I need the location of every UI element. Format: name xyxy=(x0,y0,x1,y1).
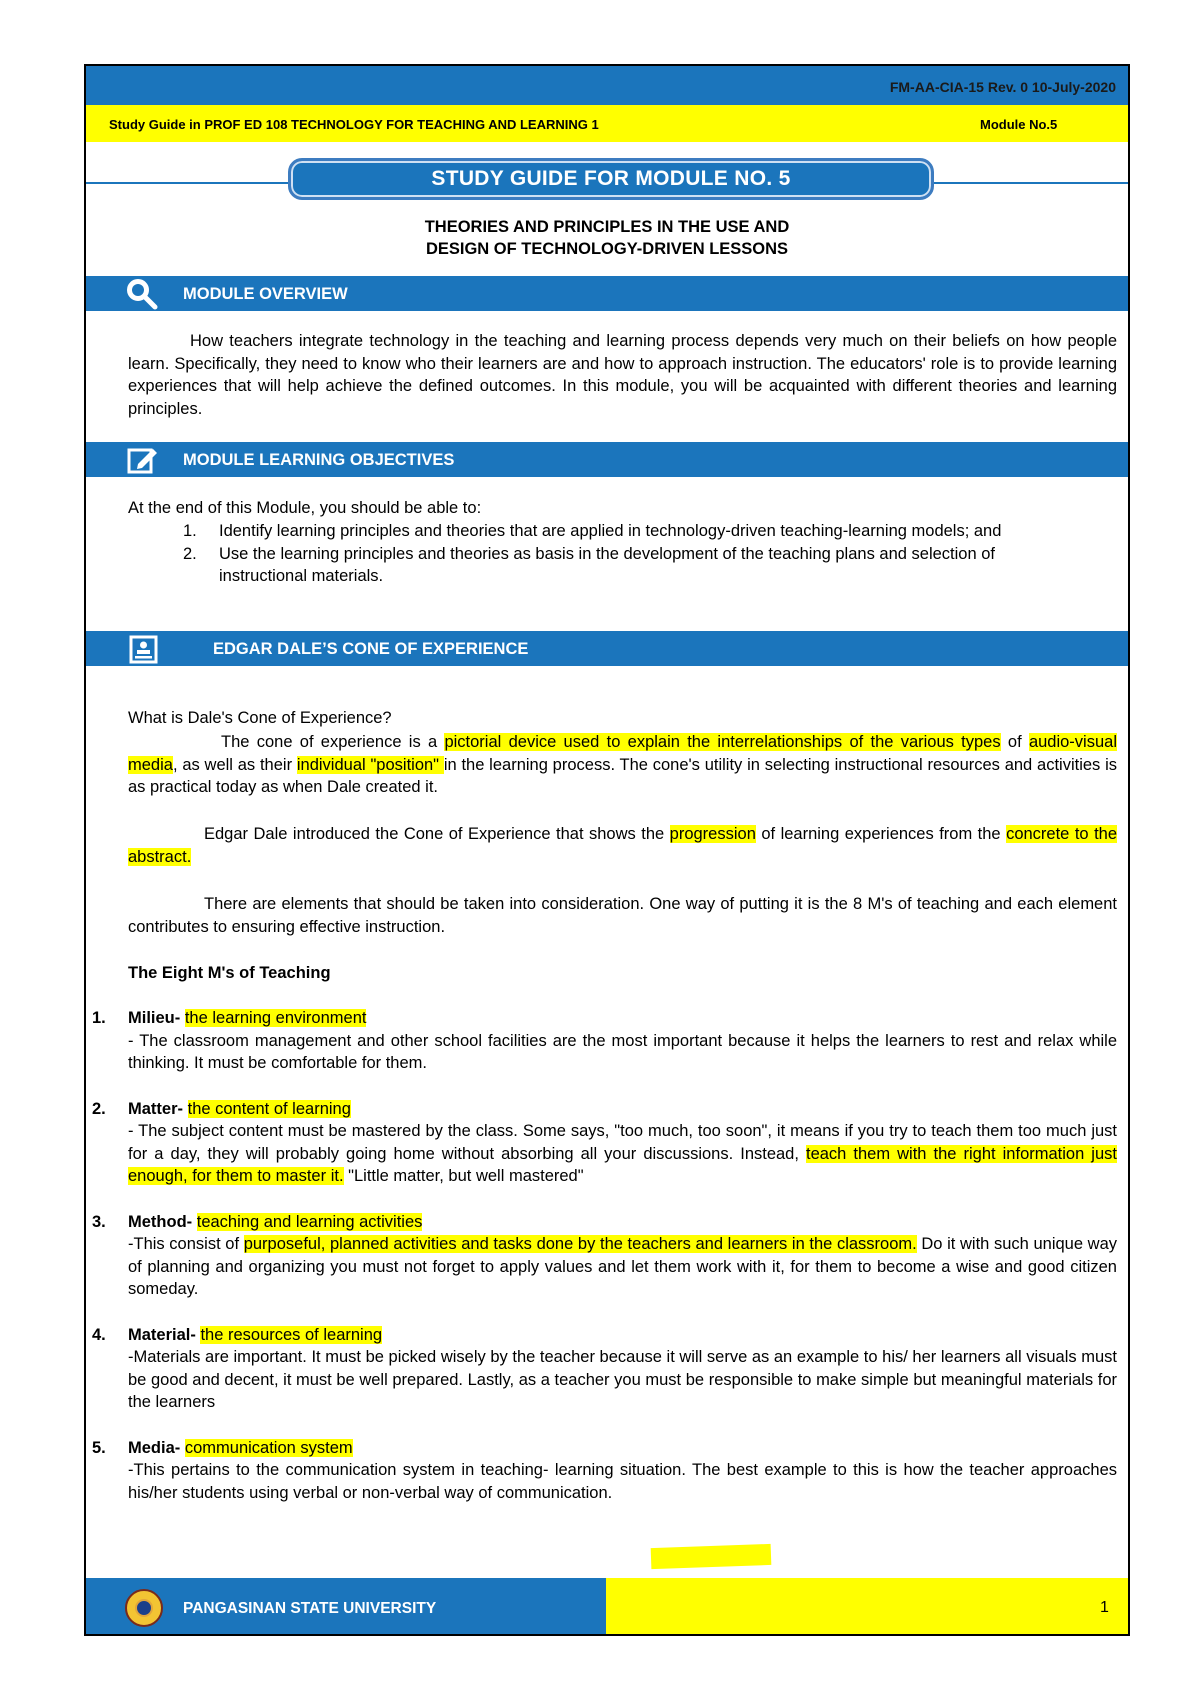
m-term: Matter- xyxy=(128,1099,184,1118)
cone-question: What is Dale's Cone of Experience? xyxy=(128,709,392,727)
m-definition: the learning environment xyxy=(184,1009,367,1027)
list-item xyxy=(92,1211,1117,1301)
list-number: 2. xyxy=(92,1099,106,1118)
section-title-cone: EDGAR DALE’S CONE OF EXPERIENCE xyxy=(213,640,529,658)
magnifier-icon xyxy=(123,275,159,311)
list-number: 2. xyxy=(183,544,197,563)
edit-icon xyxy=(124,442,160,478)
text-span: , as well as their xyxy=(172,755,297,774)
m-description: -Materials are important. It must be picked wisely by the teacher because it will serve as an example to his/ her learners all visuals must be good and decent, it must be well prepared. Lastly, as a teacher you must be responsible to make simple but meaningful materials for the learners xyxy=(128,1348,1117,1411)
document-icon xyxy=(126,631,162,667)
m-description-highlight: teach them with the right information just enough, for them to master it. xyxy=(128,1144,1117,1185)
m-description-tail: "Little matter, but well mastered" xyxy=(343,1167,584,1185)
section-title-overview: MODULE OVERVIEW xyxy=(183,285,348,303)
cone-paragraph-3: There are elements that should be taken into consideration. One way of putting it is the 8 M's of teaching and each element contributes to ensuring effective instruction. xyxy=(128,895,1117,936)
page-subtitle xyxy=(86,216,1128,260)
highlight: concrete to the abstract. xyxy=(128,825,1118,866)
m-definition: teaching and learning activities xyxy=(196,1212,423,1231)
list-item xyxy=(92,1098,1117,1188)
list-item xyxy=(92,1437,1117,1505)
eight-ms-title: The Eight M's of Teaching xyxy=(128,964,331,982)
subtitle-line-2: DESIGN OF TECHNOLOGY-DRIVEN LESSONS xyxy=(425,240,789,258)
m-description-tail: Do it with such unique way of planning and organizing you must not forget to apply values and let them work with it, for them to become a wise and good citizen someday. xyxy=(128,1235,1117,1298)
list-number: 4. xyxy=(92,1325,106,1344)
overview-text: How teachers integrate technology in the teaching and learning process depends very much on their beliefs on how people learn. Specifically, they need to know who their learners are and how to approach instruction. The educators' role is to provide learning experiences that will help achieve the defined outcomes. In this module, you will be acquainted with different theories and learning principles. xyxy=(128,332,1117,418)
form-code: FM-AA-CIA-15 Rev. 0 10-July-2020 xyxy=(889,79,1116,95)
section-title-objectives: MODULE LEARNING OBJECTIVES xyxy=(183,451,455,469)
m-description: -This consist of xyxy=(128,1235,244,1253)
m-description: -This pertains to the communication system in teaching- learning situation. The best example to this is how the teacher approaches his/her students using verbal or non-verbal way of communication. xyxy=(128,1461,1117,1502)
m-description-highlight: purposeful, planned activities and tasks done by the teachers and learners in the classroom. xyxy=(243,1235,917,1253)
footer-university: PANGASINAN STATE UNIVERSITY xyxy=(183,1600,437,1617)
page-number: 1 xyxy=(1100,1599,1109,1616)
m-term: Material- xyxy=(128,1325,196,1344)
list-item xyxy=(183,543,1073,588)
m-term: Media- xyxy=(128,1438,181,1457)
objectives-intro: At the end of this Module, you should be able to: xyxy=(128,499,482,517)
highlight: pictorial device used to explain the interrelationships of the various types xyxy=(444,733,1001,751)
page-title: STUDY GUIDE FOR MODULE NO. 5 xyxy=(288,158,934,200)
eight-ms-list xyxy=(92,1007,1117,1504)
university-seal-icon xyxy=(125,1589,163,1627)
m-term: Milieu- xyxy=(128,1009,181,1027)
list-number: 1. xyxy=(183,522,197,540)
footer-bar-yellow xyxy=(606,1578,1128,1634)
text-span: Edgar Dale introduced the Cone of Experience that shows the xyxy=(204,825,670,843)
list-item xyxy=(183,520,1073,543)
subtitle-line-1: THEORIES AND PRINCIPLES IN THE USE AND xyxy=(424,218,790,236)
text-span: in the learning process. The cone's utility in selecting instructional resources and activities is as practical today as when Dale created it. xyxy=(128,755,1117,796)
text-span: of learning experiences from the xyxy=(755,825,1007,843)
highlight: audio-visual media xyxy=(128,733,1117,774)
module-number: Module No.5 xyxy=(980,117,1058,132)
m-definition: the content of learning xyxy=(187,1099,351,1118)
m-description: - The subject content must be mastered by the class. Some says, "too much, too soon", it means if you try to teach them too much just for a day, they will probably going home without absorbing all your discussions. Instead, xyxy=(128,1122,1117,1163)
objectives-list xyxy=(183,520,1073,588)
list-number: 5. xyxy=(92,1438,106,1457)
highlight-mark xyxy=(651,1544,772,1569)
highlight: progression xyxy=(669,825,756,843)
list-item xyxy=(92,1007,1117,1075)
text-span: The cone of experience is a xyxy=(221,733,445,751)
list-number: 3. xyxy=(92,1212,106,1231)
course-title: Study Guide in PROF ED 108 TECHNOLOGY FOR TEACHING AND LEARNING 1 xyxy=(109,117,599,132)
m-definition: communication system xyxy=(184,1438,353,1457)
text-span: of xyxy=(1000,733,1029,751)
list-text: Use the learning principles and theories as basis in the development of the teaching plans and selection of instructional materials. xyxy=(219,544,995,585)
cone-paragraph-1 xyxy=(128,731,1117,799)
list-number: 1. xyxy=(92,1009,106,1027)
m-definition: the resources of learning xyxy=(200,1325,383,1344)
m-description: - The classroom management and other school facilities are the most important because it helps the learners to rest and relax while thinking. It must be comfortable for them. xyxy=(128,1031,1117,1072)
highlight: individual "position" xyxy=(296,755,444,774)
cone-paragraph-2 xyxy=(128,823,1117,868)
m-term: Method- xyxy=(128,1212,193,1231)
list-text: Identify learning principles and theories that are applied in technology-driven teaching-learning models; and xyxy=(219,522,1002,540)
list-item xyxy=(92,1324,1117,1414)
